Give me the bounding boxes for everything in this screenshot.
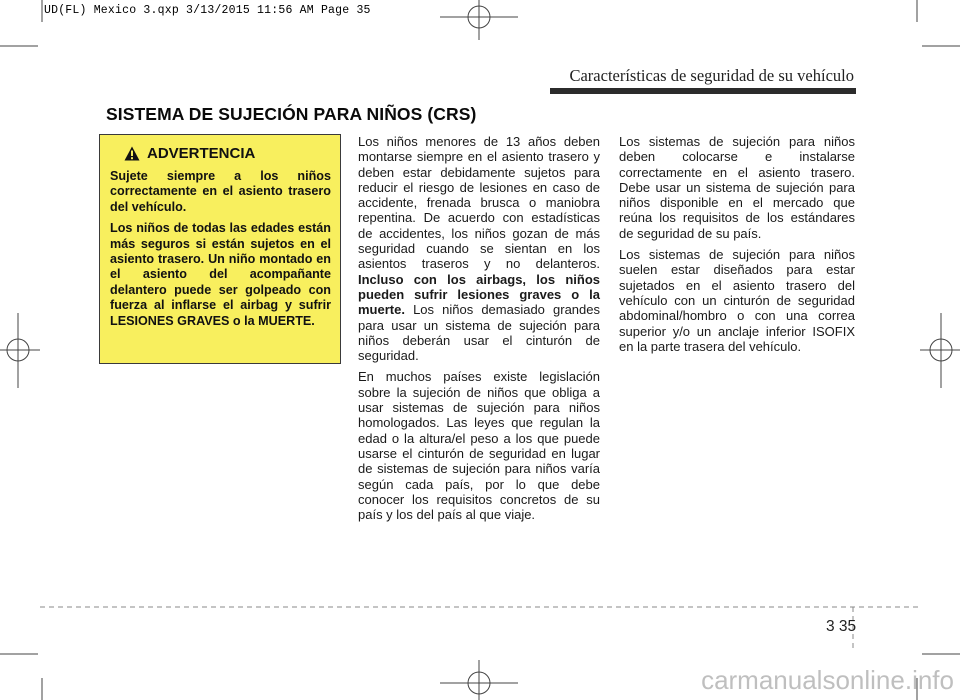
section-header: Características de seguridad de su vehículo [569,66,854,85]
warning-paragraph: Los niños de todas las edades están más seguros si están sujetos en el asiento trasero. Un niño montado en el asiento del acompañante delantero puede ser golpeado con fuerza al inflarse el airbag y sufrir LESIONES GRAVES o la MUERTE. [110,221,331,328]
body-paragraph: Los sistemas de sujeción para niños suelen estar diseñados para estar sujetados en el asiento trasero del vehículo con un cinturón de seguridad abdominal/hombro o con una correa superior y/o un anclaje inferior ISOFIX en la parte trasera del vehículo. [619,247,855,354]
warning-title-row [124,145,331,162]
print-slug: UD(FL) Mexico 3.qxp 3/13/2015 11:56 AM Page 35 [44,4,371,17]
warning-paragraph: Sujete siempre a los niños correctamente en el asiento trasero del vehículo. [110,169,331,214]
middle-column [358,134,600,528]
warning-title: ADVERTENCIA [147,145,256,162]
body-paragraph: En muchos países existe legislación sobre la sujeción de niños que obliga a usar sistemas de sujeción para niños homologados. Las leyes que regulan la edad o la altura/el peso a los que puede usarse el cinturón de seguridad en lugar de sistemas de sujeción para niños varía según cada país, por lo que debe conocer los requisitos concretos de su país y los del país al que viaje. [358,369,600,523]
warning-box [99,134,341,364]
right-column [619,134,855,360]
body-paragraph [358,134,600,363]
watermark: carmanualsonline.info [701,665,954,695]
body-text-bold: Incluso con los airbags, los niños pueden sufrir lesiones graves o la muerte. [358,271,600,318]
body-text: Los niños demasiado grandes para usar un sistema de sujeción para niños deberán usar el cinturón de seguridad. [358,302,600,364]
section-heading: SISTEMA DE SUJECIÓN PARA NIÑOS (CRS) [106,104,477,124]
body-paragraph: Los sistemas de sujeción para niños deben colocarse e instalarse correctamente en el asiento trasero. Debe usar un sistema de sujeción para niños disponible en el mercado que reúna los requisitos de los estándares de seguridad de su país. [619,134,855,241]
body-text: Los niños menores de 13 años deben montarse siempre en el asiento trasero y deben estar debidamente sujetos para reducir el riesgo de lesiones en caso de accidente, frenada brusca o maniobra repentina. De acuerdo con estadísticas de accidentes, los niños gozan de más seguridad cuando se sientan en los asientos traseros y no delanteros. [358,134,600,272]
header-rule [550,88,856,94]
warning-triangle-icon [124,146,140,161]
page-number: 3 35 [826,618,857,635]
